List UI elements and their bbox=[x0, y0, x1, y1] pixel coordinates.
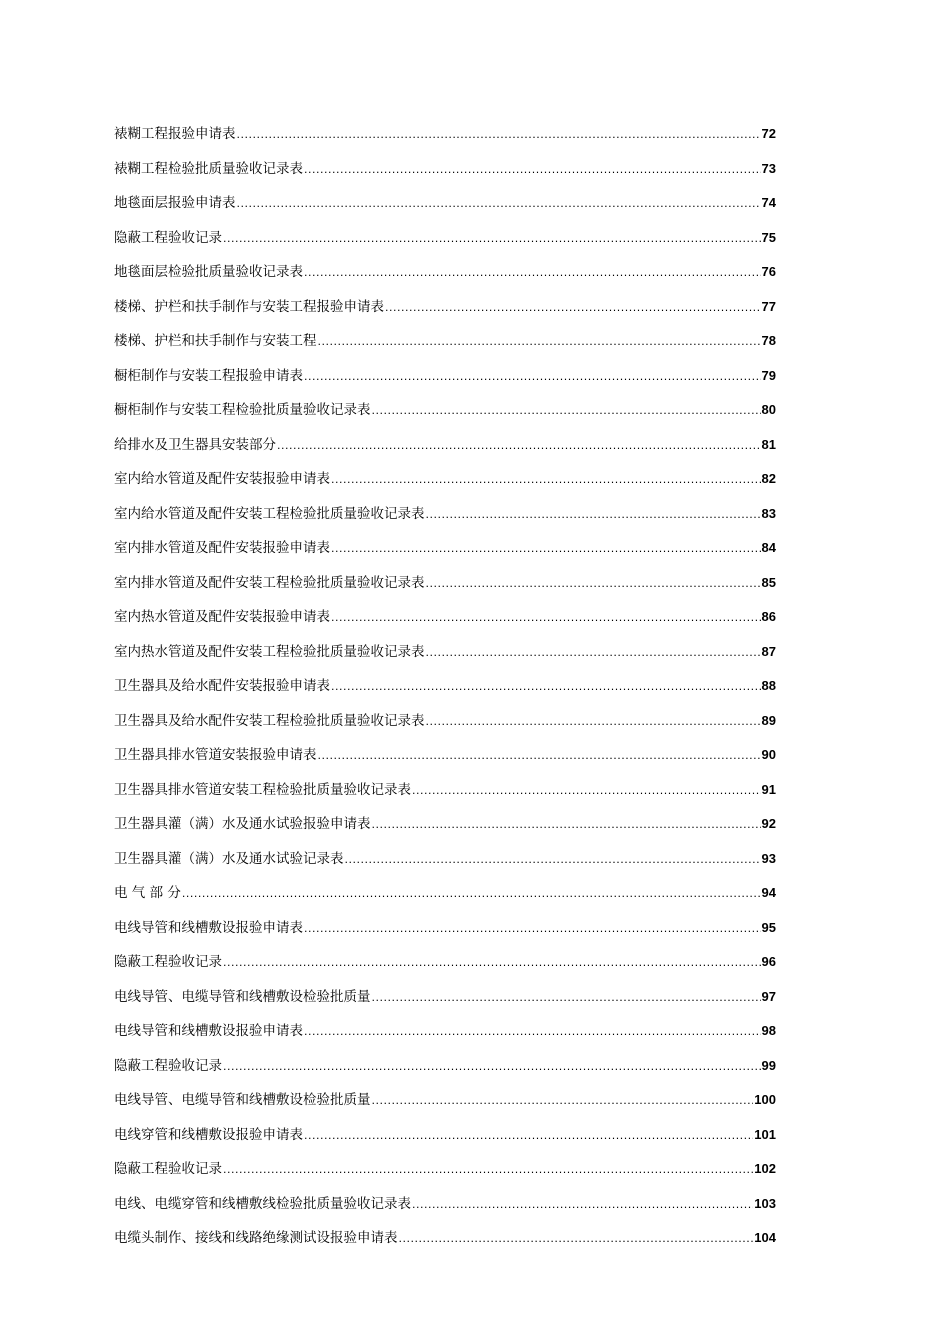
toc-entry[interactable] bbox=[114, 704, 776, 739]
toc-leader-dots bbox=[372, 1084, 754, 1119]
toc-entry-title: 室内热水管道及配件安装报验申请表 bbox=[114, 609, 330, 625]
toc-leader-dots bbox=[304, 153, 761, 188]
toc-entry[interactable] bbox=[114, 1049, 776, 1084]
toc-entry-title: 电线穿管和线槽敷设报验申请表 bbox=[114, 1126, 303, 1143]
toc-leader-dots bbox=[412, 1188, 753, 1223]
toc-leader-dots bbox=[277, 429, 761, 464]
toc-entry-title: 电 气 部 分 bbox=[114, 885, 181, 901]
toc-entry-page-number: 72 bbox=[761, 126, 776, 141]
toc-entry[interactable] bbox=[114, 945, 776, 980]
toc-leader-dots bbox=[304, 360, 761, 395]
toc-entry-page-number: 104 bbox=[754, 1230, 776, 1245]
toc-entry-page-number: 79 bbox=[761, 367, 776, 383]
toc-entry[interactable] bbox=[114, 773, 776, 808]
toc-entry-page-number: 94 bbox=[761, 885, 776, 900]
toc-leader-dots bbox=[331, 601, 761, 636]
toc-leader-dots bbox=[237, 187, 761, 222]
toc-entry-page-number: 87 bbox=[761, 643, 776, 659]
toc-leader-dots bbox=[223, 222, 761, 257]
toc-entry-page-number: 97 bbox=[761, 988, 776, 1004]
toc-leader-dots bbox=[304, 256, 761, 291]
toc-entry-page-number: 96 bbox=[761, 954, 776, 969]
toc-entry[interactable] bbox=[114, 1014, 776, 1049]
toc-entry-page-number: 83 bbox=[761, 505, 776, 521]
toc-entry-page-number: 102 bbox=[754, 1161, 776, 1176]
toc-entry-page-number: 77 bbox=[761, 298, 776, 314]
toc-entry-page-number: 95 bbox=[761, 919, 776, 935]
toc-entry-page-number: 80 bbox=[761, 402, 776, 417]
toc-entry-title: 卫生器具及给水配件安装报验申请表 bbox=[114, 678, 330, 694]
toc-leader-dots bbox=[412, 774, 761, 809]
toc-entry-page-number: 76 bbox=[761, 264, 776, 279]
toc-leader-dots bbox=[304, 1119, 753, 1154]
toc-entry-title: 隐蔽工程验收记录 bbox=[114, 1057, 222, 1074]
toc-entry-title: 电缆头制作、接线和线路绝缘测试设报验申请表 bbox=[114, 1230, 398, 1246]
toc-entry-title: 卫生器具排水管道安装报验申请表 bbox=[114, 747, 317, 763]
toc-entry[interactable] bbox=[114, 531, 776, 566]
toc-leader-dots bbox=[304, 912, 761, 947]
toc-leader-dots bbox=[399, 1222, 754, 1257]
toc-entry-title: 室内给水管道及配件安装报验申请表 bbox=[114, 471, 330, 487]
toc-entry[interactable] bbox=[114, 738, 776, 773]
toc-entry-title: 楼梯、护栏和扶手制作与安装工程 bbox=[114, 333, 317, 349]
toc-entry-title: 隐蔽工程验收记录 bbox=[114, 229, 222, 246]
toc-entry-page-number: 74 bbox=[761, 195, 776, 210]
toc-entry-title: 地毯面层报验申请表 bbox=[114, 195, 236, 211]
toc-entry[interactable] bbox=[114, 152, 776, 187]
toc-entry-title: 室内热水管道及配件安装工程检验批质量验收记录表 bbox=[114, 643, 425, 660]
toc-entry-title: 电线、电缆穿管和线槽敷线检验批质量验收记录表 bbox=[114, 1195, 411, 1212]
toc-entry-page-number: 73 bbox=[761, 160, 776, 176]
toc-entry[interactable] bbox=[114, 255, 776, 290]
toc-leader-dots bbox=[372, 981, 761, 1016]
toc-entry-page-number: 98 bbox=[761, 1023, 776, 1038]
toc-leader-dots bbox=[318, 325, 761, 360]
toc-entry-title: 隐蔽工程验收记录 bbox=[114, 954, 222, 970]
toc-entry-title: 卫生器具灌（满）水及通水试验记录表 bbox=[114, 850, 344, 867]
toc-leader-dots bbox=[372, 808, 761, 843]
toc-leader-dots bbox=[223, 1050, 761, 1085]
toc-leader-dots bbox=[426, 705, 761, 740]
toc-entry-page-number: 84 bbox=[761, 540, 776, 555]
toc-leader-dots bbox=[304, 1015, 761, 1050]
toc-entry-title: 室内排水管道及配件安装报验申请表 bbox=[114, 540, 330, 556]
toc-entry-page-number: 100 bbox=[754, 1092, 776, 1107]
toc-entry-page-number: 85 bbox=[761, 574, 776, 590]
toc-entry[interactable] bbox=[114, 1118, 776, 1153]
toc-entry[interactable] bbox=[114, 807, 776, 842]
toc-entry-page-number: 81 bbox=[761, 436, 776, 452]
toc-entry[interactable] bbox=[114, 290, 776, 325]
toc-entry-title: 橱柜制作与安装工程检验批质量验收记录表 bbox=[114, 402, 371, 418]
toc-entry-page-number: 88 bbox=[761, 678, 776, 693]
toc-entry[interactable] bbox=[114, 359, 776, 394]
toc-entry-page-number: 89 bbox=[761, 712, 776, 728]
toc-entry-title: 裱糊工程报验申请表 bbox=[114, 126, 236, 142]
toc-entry[interactable] bbox=[114, 462, 776, 497]
toc-entry[interactable] bbox=[114, 566, 776, 601]
toc-entry[interactable] bbox=[114, 600, 776, 635]
toc-entry-page-number: 82 bbox=[761, 471, 776, 486]
toc-entry-title: 室内排水管道及配件安装工程检验批质量验收记录表 bbox=[114, 574, 425, 591]
toc-leader-dots bbox=[331, 463, 761, 498]
toc-leader-dots bbox=[331, 532, 761, 567]
toc-leader-dots bbox=[426, 636, 761, 671]
toc-entry-page-number: 103 bbox=[754, 1195, 776, 1211]
toc-entry-page-number: 99 bbox=[761, 1057, 776, 1073]
toc-entry[interactable] bbox=[114, 635, 776, 670]
toc-entry-page-number: 75 bbox=[761, 229, 776, 245]
toc-entry-page-number: 78 bbox=[761, 333, 776, 348]
toc-entry-title: 室内给水管道及配件安装工程检验批质量验收记录表 bbox=[114, 505, 425, 522]
toc-entry[interactable] bbox=[114, 842, 776, 877]
toc-entry-page-number: 90 bbox=[761, 747, 776, 762]
toc-leader-dots bbox=[223, 1153, 753, 1188]
toc-entry[interactable] bbox=[114, 876, 776, 911]
toc-entry-page-number: 92 bbox=[761, 816, 776, 831]
toc-leader-dots bbox=[426, 567, 761, 602]
toc-entry[interactable] bbox=[114, 1187, 776, 1222]
toc-entry[interactable] bbox=[114, 186, 776, 221]
toc-entry[interactable] bbox=[114, 497, 776, 532]
toc-leader-dots bbox=[385, 291, 761, 326]
toc-entry[interactable] bbox=[114, 1221, 776, 1256]
toc-entry-title: 电线导管、电缆导管和线槽敷设检验批质量 bbox=[114, 1092, 371, 1108]
toc-entry-title: 电线导管和线槽敷设报验申请表 bbox=[114, 919, 303, 936]
toc-entry-page-number: 101 bbox=[754, 1126, 776, 1142]
toc-entry-title: 卫生器具灌（满）水及通水试验报验申请表 bbox=[114, 816, 371, 832]
toc-entry[interactable] bbox=[114, 221, 776, 256]
toc-entry-title: 电线导管和线槽敷设报验申请表 bbox=[114, 1023, 303, 1039]
toc-leader-dots bbox=[223, 946, 761, 981]
toc-entry-page-number: 93 bbox=[761, 850, 776, 866]
toc-entry[interactable] bbox=[114, 117, 776, 152]
toc-leader-dots bbox=[237, 118, 761, 153]
toc-leader-dots bbox=[345, 843, 761, 878]
toc-entry-title: 楼梯、护栏和扶手制作与安装工程报验申请表 bbox=[114, 298, 384, 315]
toc-entry-title: 地毯面层检验批质量验收记录表 bbox=[114, 264, 303, 280]
toc-leader-dots bbox=[318, 739, 761, 774]
toc-entry-title: 橱柜制作与安装工程报验申请表 bbox=[114, 367, 303, 384]
toc-entry[interactable] bbox=[114, 1083, 776, 1118]
toc-leader-dots bbox=[426, 498, 761, 533]
toc-entry-page-number: 86 bbox=[761, 609, 776, 624]
toc-entry-page-number: 91 bbox=[761, 781, 776, 797]
toc-entry-title: 电线导管、电缆导管和线槽敷设检验批质量 bbox=[114, 988, 371, 1005]
table-of-contents bbox=[114, 117, 776, 1256]
toc-entry-title: 隐蔽工程验收记录 bbox=[114, 1161, 222, 1177]
toc-entry[interactable] bbox=[114, 428, 776, 463]
toc-leader-dots bbox=[331, 670, 761, 705]
toc-entry[interactable] bbox=[114, 911, 776, 946]
toc-entry[interactable] bbox=[114, 980, 776, 1015]
toc-entry-title: 给排水及卫生器具安装部分 bbox=[114, 436, 276, 453]
toc-leader-dots bbox=[182, 877, 761, 912]
toc-entry[interactable] bbox=[114, 324, 776, 359]
toc-entry[interactable] bbox=[114, 669, 776, 704]
toc-entry[interactable] bbox=[114, 393, 776, 428]
toc-entry-title: 卫生器具及给水配件安装工程检验批质量验收记录表 bbox=[114, 712, 425, 729]
toc-entry-title: 裱糊工程检验批质量验收记录表 bbox=[114, 160, 303, 177]
toc-leader-dots bbox=[372, 394, 761, 429]
toc-entry-title: 卫生器具排水管道安装工程检验批质量验收记录表 bbox=[114, 781, 411, 798]
toc-entry[interactable] bbox=[114, 1152, 776, 1187]
